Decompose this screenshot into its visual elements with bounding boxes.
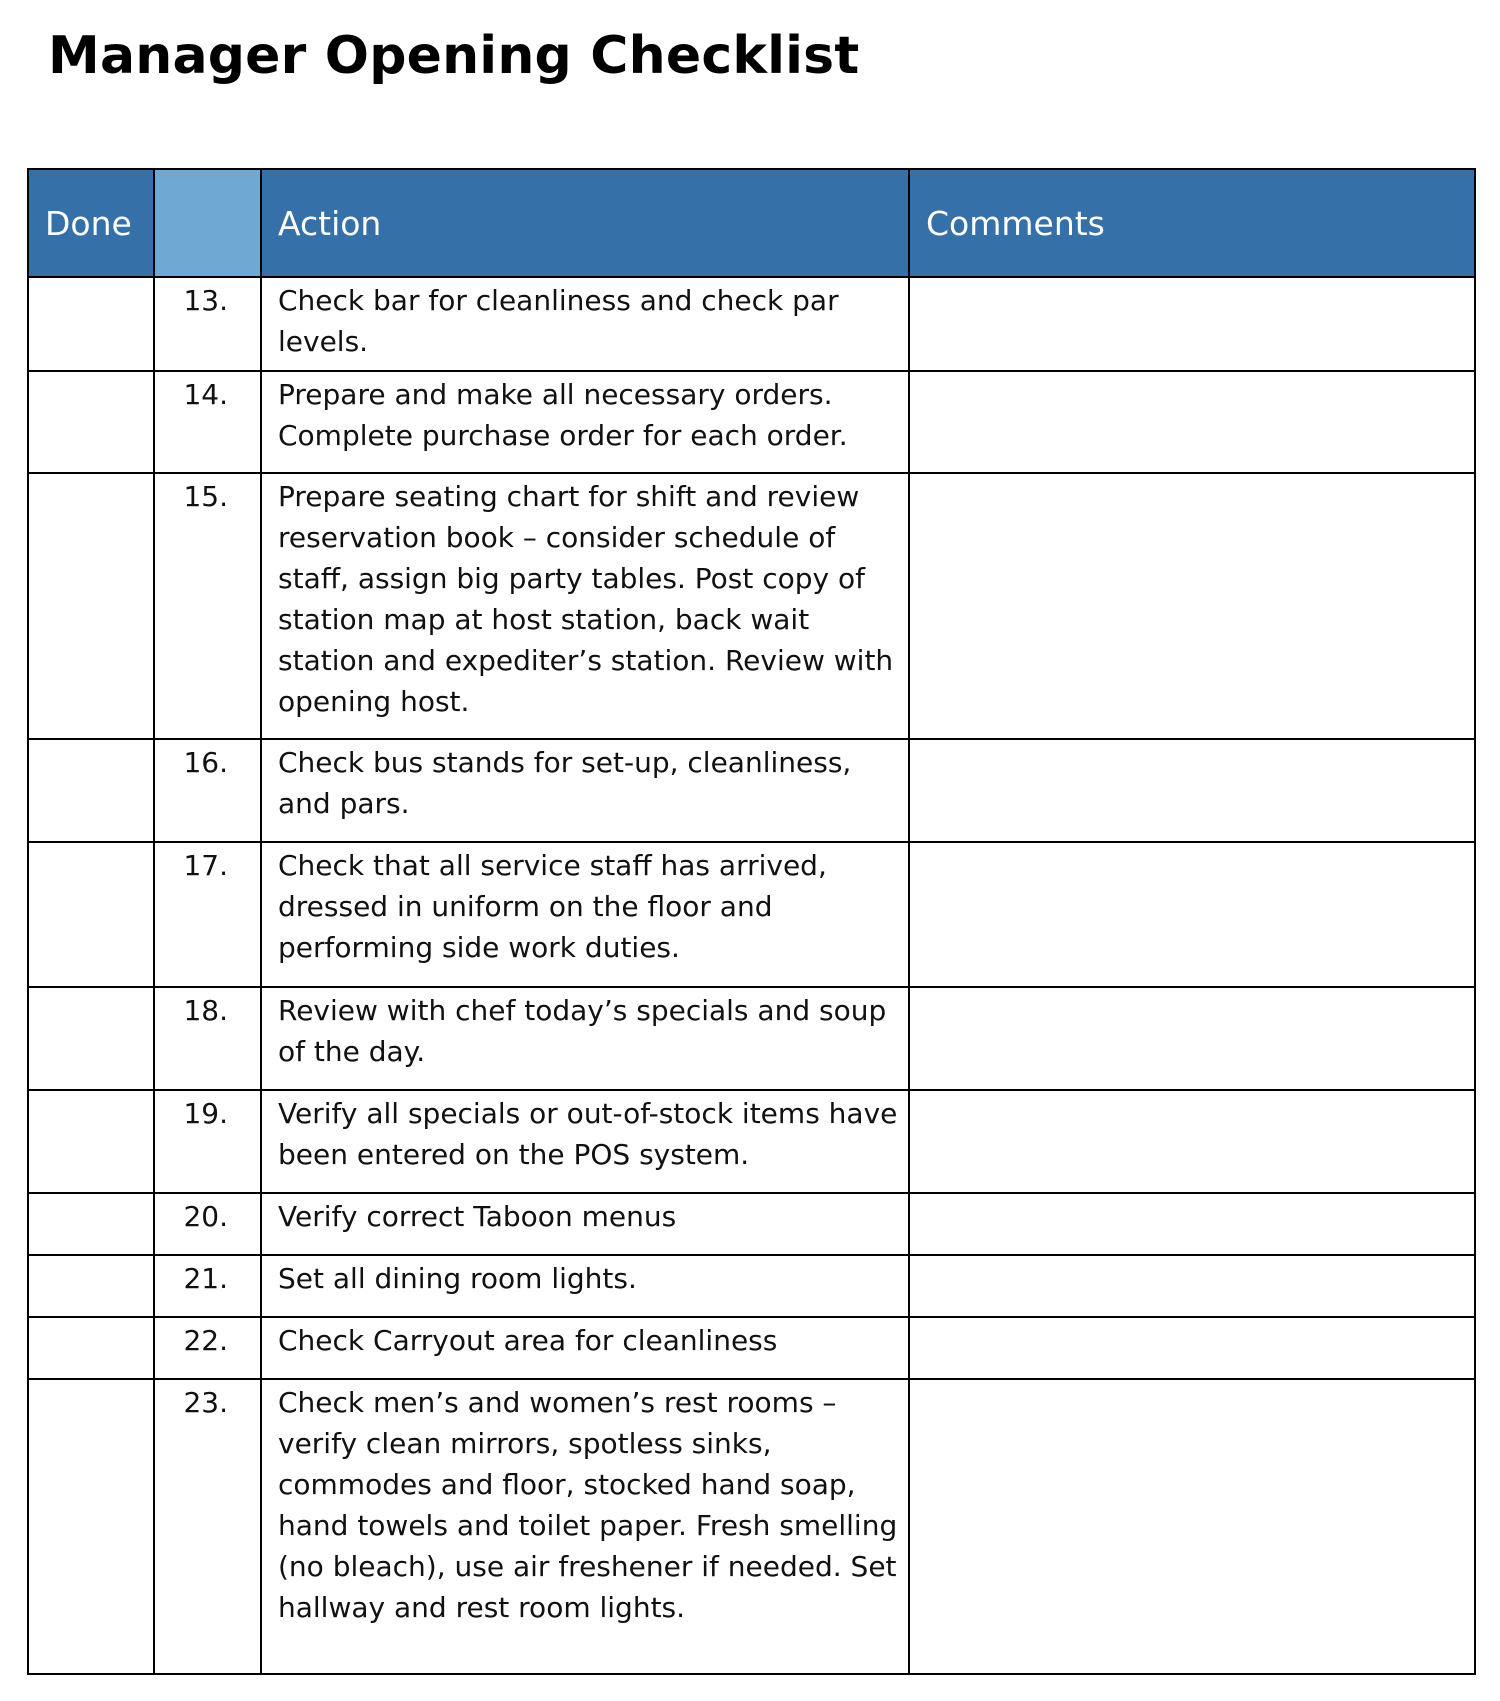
action-text: Check men’s and women’s rest rooms – verify clean mirrors, spotless sinks, commodes and floor, stocked hand soap, hand towels and toilet paper. Fresh smelling (no bleach), use air freshener if needed. Set hallway and rest room lights. bbox=[261, 1379, 909, 1674]
action-text: Verify all specials or out-of-stock items have been entered on the POS system. bbox=[261, 1090, 909, 1193]
action-text: Prepare and make all necessary orders. Complete purchase order for each order. bbox=[261, 371, 909, 473]
table-row bbox=[28, 739, 1475, 842]
action-text: Check that all service staff has arrived, dressed in uniform on the floor and performing side work duties. bbox=[261, 842, 909, 987]
table-row bbox=[28, 473, 1475, 739]
table-row bbox=[28, 371, 1475, 473]
done-cell[interactable] bbox=[28, 1317, 154, 1379]
done-cell[interactable] bbox=[28, 371, 154, 473]
item-number: 17. bbox=[154, 842, 261, 987]
comments-cell[interactable] bbox=[909, 371, 1475, 473]
done-cell[interactable] bbox=[28, 987, 154, 1090]
done-column-header: Done bbox=[28, 169, 154, 277]
item-number: 15. bbox=[154, 473, 261, 739]
action-text: Check bus stands for set-up, cleanliness, and pars. bbox=[261, 739, 909, 842]
done-cell[interactable] bbox=[28, 1255, 154, 1317]
done-cell[interactable] bbox=[28, 1379, 154, 1674]
number-column-header bbox=[154, 169, 261, 277]
comments-cell[interactable] bbox=[909, 987, 1475, 1090]
comments-cell[interactable] bbox=[909, 277, 1475, 371]
done-cell[interactable] bbox=[28, 739, 154, 842]
checklist-table bbox=[27, 168, 1476, 1675]
done-cell[interactable] bbox=[28, 473, 154, 739]
table-row bbox=[28, 277, 1475, 371]
item-number: 16. bbox=[154, 739, 261, 842]
table-row bbox=[28, 987, 1475, 1090]
item-number: 21. bbox=[154, 1255, 261, 1317]
item-number: 13. bbox=[154, 277, 261, 371]
done-cell[interactable] bbox=[28, 1193, 154, 1255]
item-number: 14. bbox=[154, 371, 261, 473]
action-text: Review with chef today’s specials and soup of the day. bbox=[261, 987, 909, 1090]
header-row bbox=[28, 169, 1475, 277]
action-text: Check Carryout area for cleanliness bbox=[261, 1317, 909, 1379]
table-row bbox=[28, 1379, 1475, 1674]
table-row bbox=[28, 1090, 1475, 1193]
comments-cell[interactable] bbox=[909, 1193, 1475, 1255]
comments-column-header: Comments bbox=[909, 169, 1475, 277]
done-cell[interactable] bbox=[28, 842, 154, 987]
comments-cell[interactable] bbox=[909, 1255, 1475, 1317]
action-text: Prepare seating chart for shift and review reservation book – consider schedule of staff, assign big party tables. Post copy of station map at host station, back wait station and expediter’s station. Review with opening host. bbox=[261, 473, 909, 739]
item-number: 18. bbox=[154, 987, 261, 1090]
table-row bbox=[28, 1255, 1475, 1317]
comments-cell[interactable] bbox=[909, 842, 1475, 987]
item-number: 19. bbox=[154, 1090, 261, 1193]
table-row bbox=[28, 842, 1475, 987]
page-title: Manager Opening Checklist bbox=[48, 26, 860, 86]
done-cell[interactable] bbox=[28, 277, 154, 371]
item-number: 23. bbox=[154, 1379, 261, 1674]
done-cell[interactable] bbox=[28, 1090, 154, 1193]
action-text: Check bar for cleanliness and check par levels. bbox=[261, 277, 909, 371]
item-number: 22. bbox=[154, 1317, 261, 1379]
action-text: Set all dining room lights. bbox=[261, 1255, 909, 1317]
comments-cell[interactable] bbox=[909, 473, 1475, 739]
comments-cell[interactable] bbox=[909, 1379, 1475, 1674]
item-number: 20. bbox=[154, 1193, 261, 1255]
action-column-header: Action bbox=[261, 169, 909, 277]
table-row bbox=[28, 1193, 1475, 1255]
comments-cell[interactable] bbox=[909, 739, 1475, 842]
comments-cell[interactable] bbox=[909, 1090, 1475, 1193]
table-row bbox=[28, 1317, 1475, 1379]
comments-cell[interactable] bbox=[909, 1317, 1475, 1379]
action-text: Verify correct Taboon menus bbox=[261, 1193, 909, 1255]
